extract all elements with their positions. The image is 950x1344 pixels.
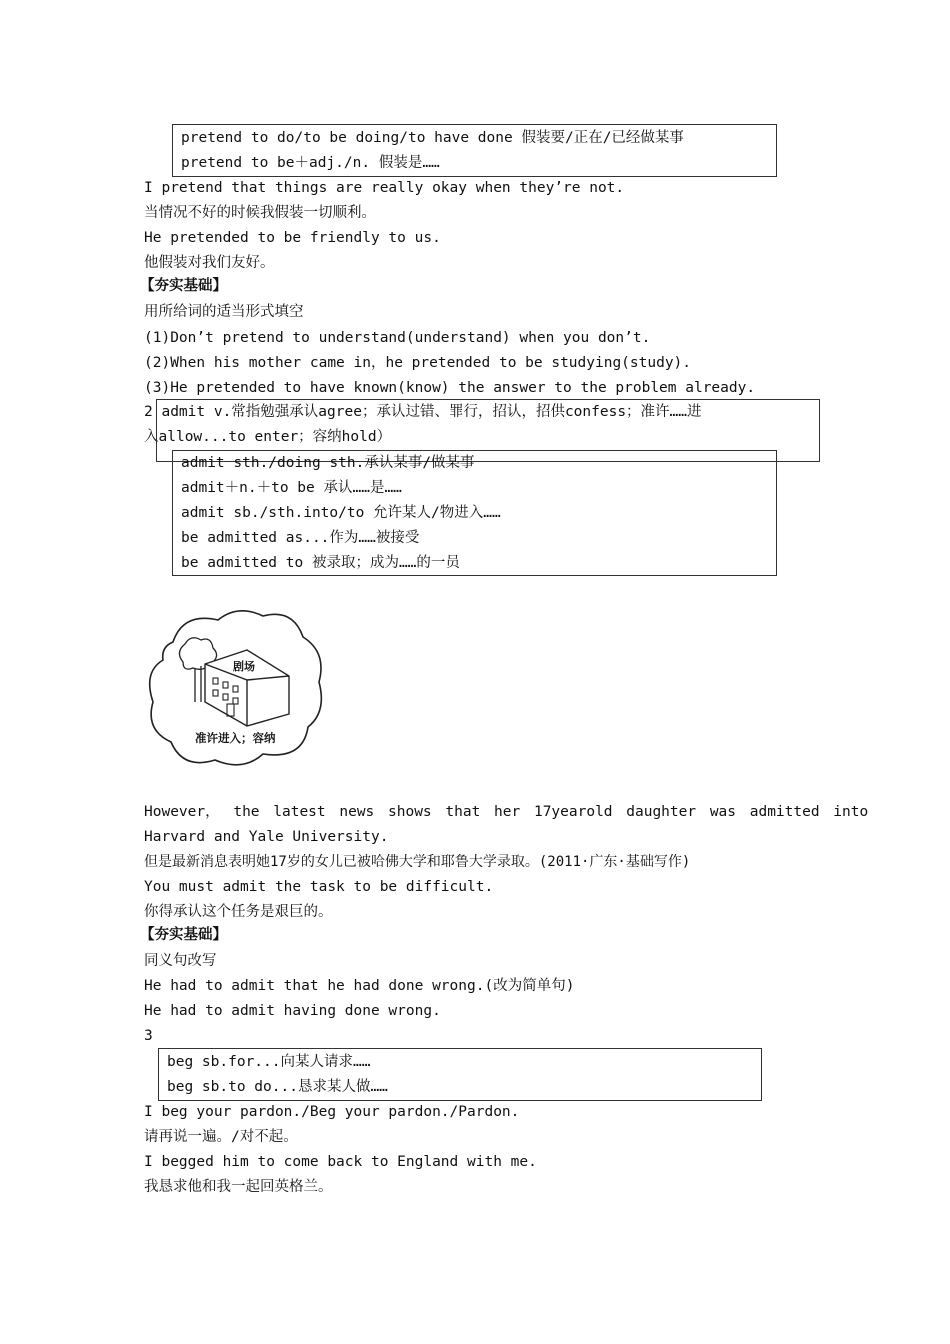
example-en: I begged him to come back to England with me. — [144, 1154, 537, 1170]
phrase-line: admit sb./sth.into/to 允许某人/物进入…… — [181, 505, 501, 521]
illustration-caption: 准许进入；容纳 — [195, 731, 276, 745]
phrase-line: pretend to be＋adj./n. 假装是…… — [181, 155, 440, 171]
task-item: (1)Don’t pretend to understand(understand) when you don’t. — [144, 330, 651, 346]
example-en: I pretend that things are really okay when they’re not. — [144, 180, 625, 196]
example-zh: 你得承认这个任务是艰巨的。 — [144, 904, 333, 920]
task-item: He had to admit that he had done wrong.(改为简单句) — [144, 978, 575, 994]
task-item: He had to admit having done wrong. — [144, 1003, 441, 1019]
example-zh: 但是最新消息表明她17岁的女儿已被哈佛大学和耶鲁大学录取。(2011·广东·基础写作) — [144, 854, 691, 870]
example-en: Harvard and Yale University. — [144, 829, 389, 845]
item2-definition: 入allow...to enter；容纳hold） — [144, 429, 392, 445]
phrase-box-admit — [172, 450, 777, 576]
task-item: (3)He pretended to have known(know) the answer to the problem already. — [144, 380, 756, 396]
example-en: However， the latest news shows that her 17yearold daughter was admitted into — [144, 804, 869, 820]
task-title: 用所给词的适当形式填空 — [144, 304, 304, 320]
example-zh: 当情况不好的时候我假装一切顺利。 — [144, 205, 376, 221]
phrase-box-pretend — [172, 124, 777, 177]
phrase-line: admit sth./doing sth.承认某事/做某事 — [181, 455, 475, 471]
item3-number: 3 — [144, 1028, 153, 1044]
example-zh: 他假装对我们友好。 — [144, 255, 275, 271]
section-title: 【夯实基础】 — [140, 927, 227, 943]
item2-definition: 2 admit v.常指勉强承认agree；承认过错、罪行，招认，招供confess；准许……进 — [144, 404, 702, 420]
phrase-line: admit＋n.＋to be 承认……是…… — [181, 480, 402, 496]
section-title: 【夯实基础】 — [140, 278, 227, 294]
phrase-line: pretend to do/to be doing/to have done 假装要/正在/已经做某事 — [181, 130, 684, 146]
phrase-box-beg — [158, 1048, 762, 1101]
example-en: You must admit the task to be difficult. — [144, 879, 494, 895]
phrase-line: be admitted as...作为……被接受 — [181, 530, 420, 546]
example-en: He pretended to be friendly to us. — [144, 230, 441, 246]
phrase-line: beg sb.to do...恳求某人做…… — [167, 1079, 388, 1095]
phrase-line: beg sb.for...向某人请求…… — [167, 1054, 371, 1070]
task-title: 同义句改写 — [144, 953, 217, 969]
theater-illustration — [143, 602, 327, 772]
example-zh: 请再说一遍。/对不起。 — [144, 1129, 298, 1145]
sign-label: 剧场 — [233, 660, 255, 673]
task-item: (2)When his mother came in，he pretended to be studying(study). — [144, 355, 692, 371]
example-zh: 我恳求他和我一起回英格兰。 — [144, 1179, 333, 1195]
phrase-line: be admitted to 被录取；成为……的一员 — [181, 555, 460, 571]
example-en: I beg your pardon./Beg your pardon./Pardon. — [144, 1104, 520, 1120]
